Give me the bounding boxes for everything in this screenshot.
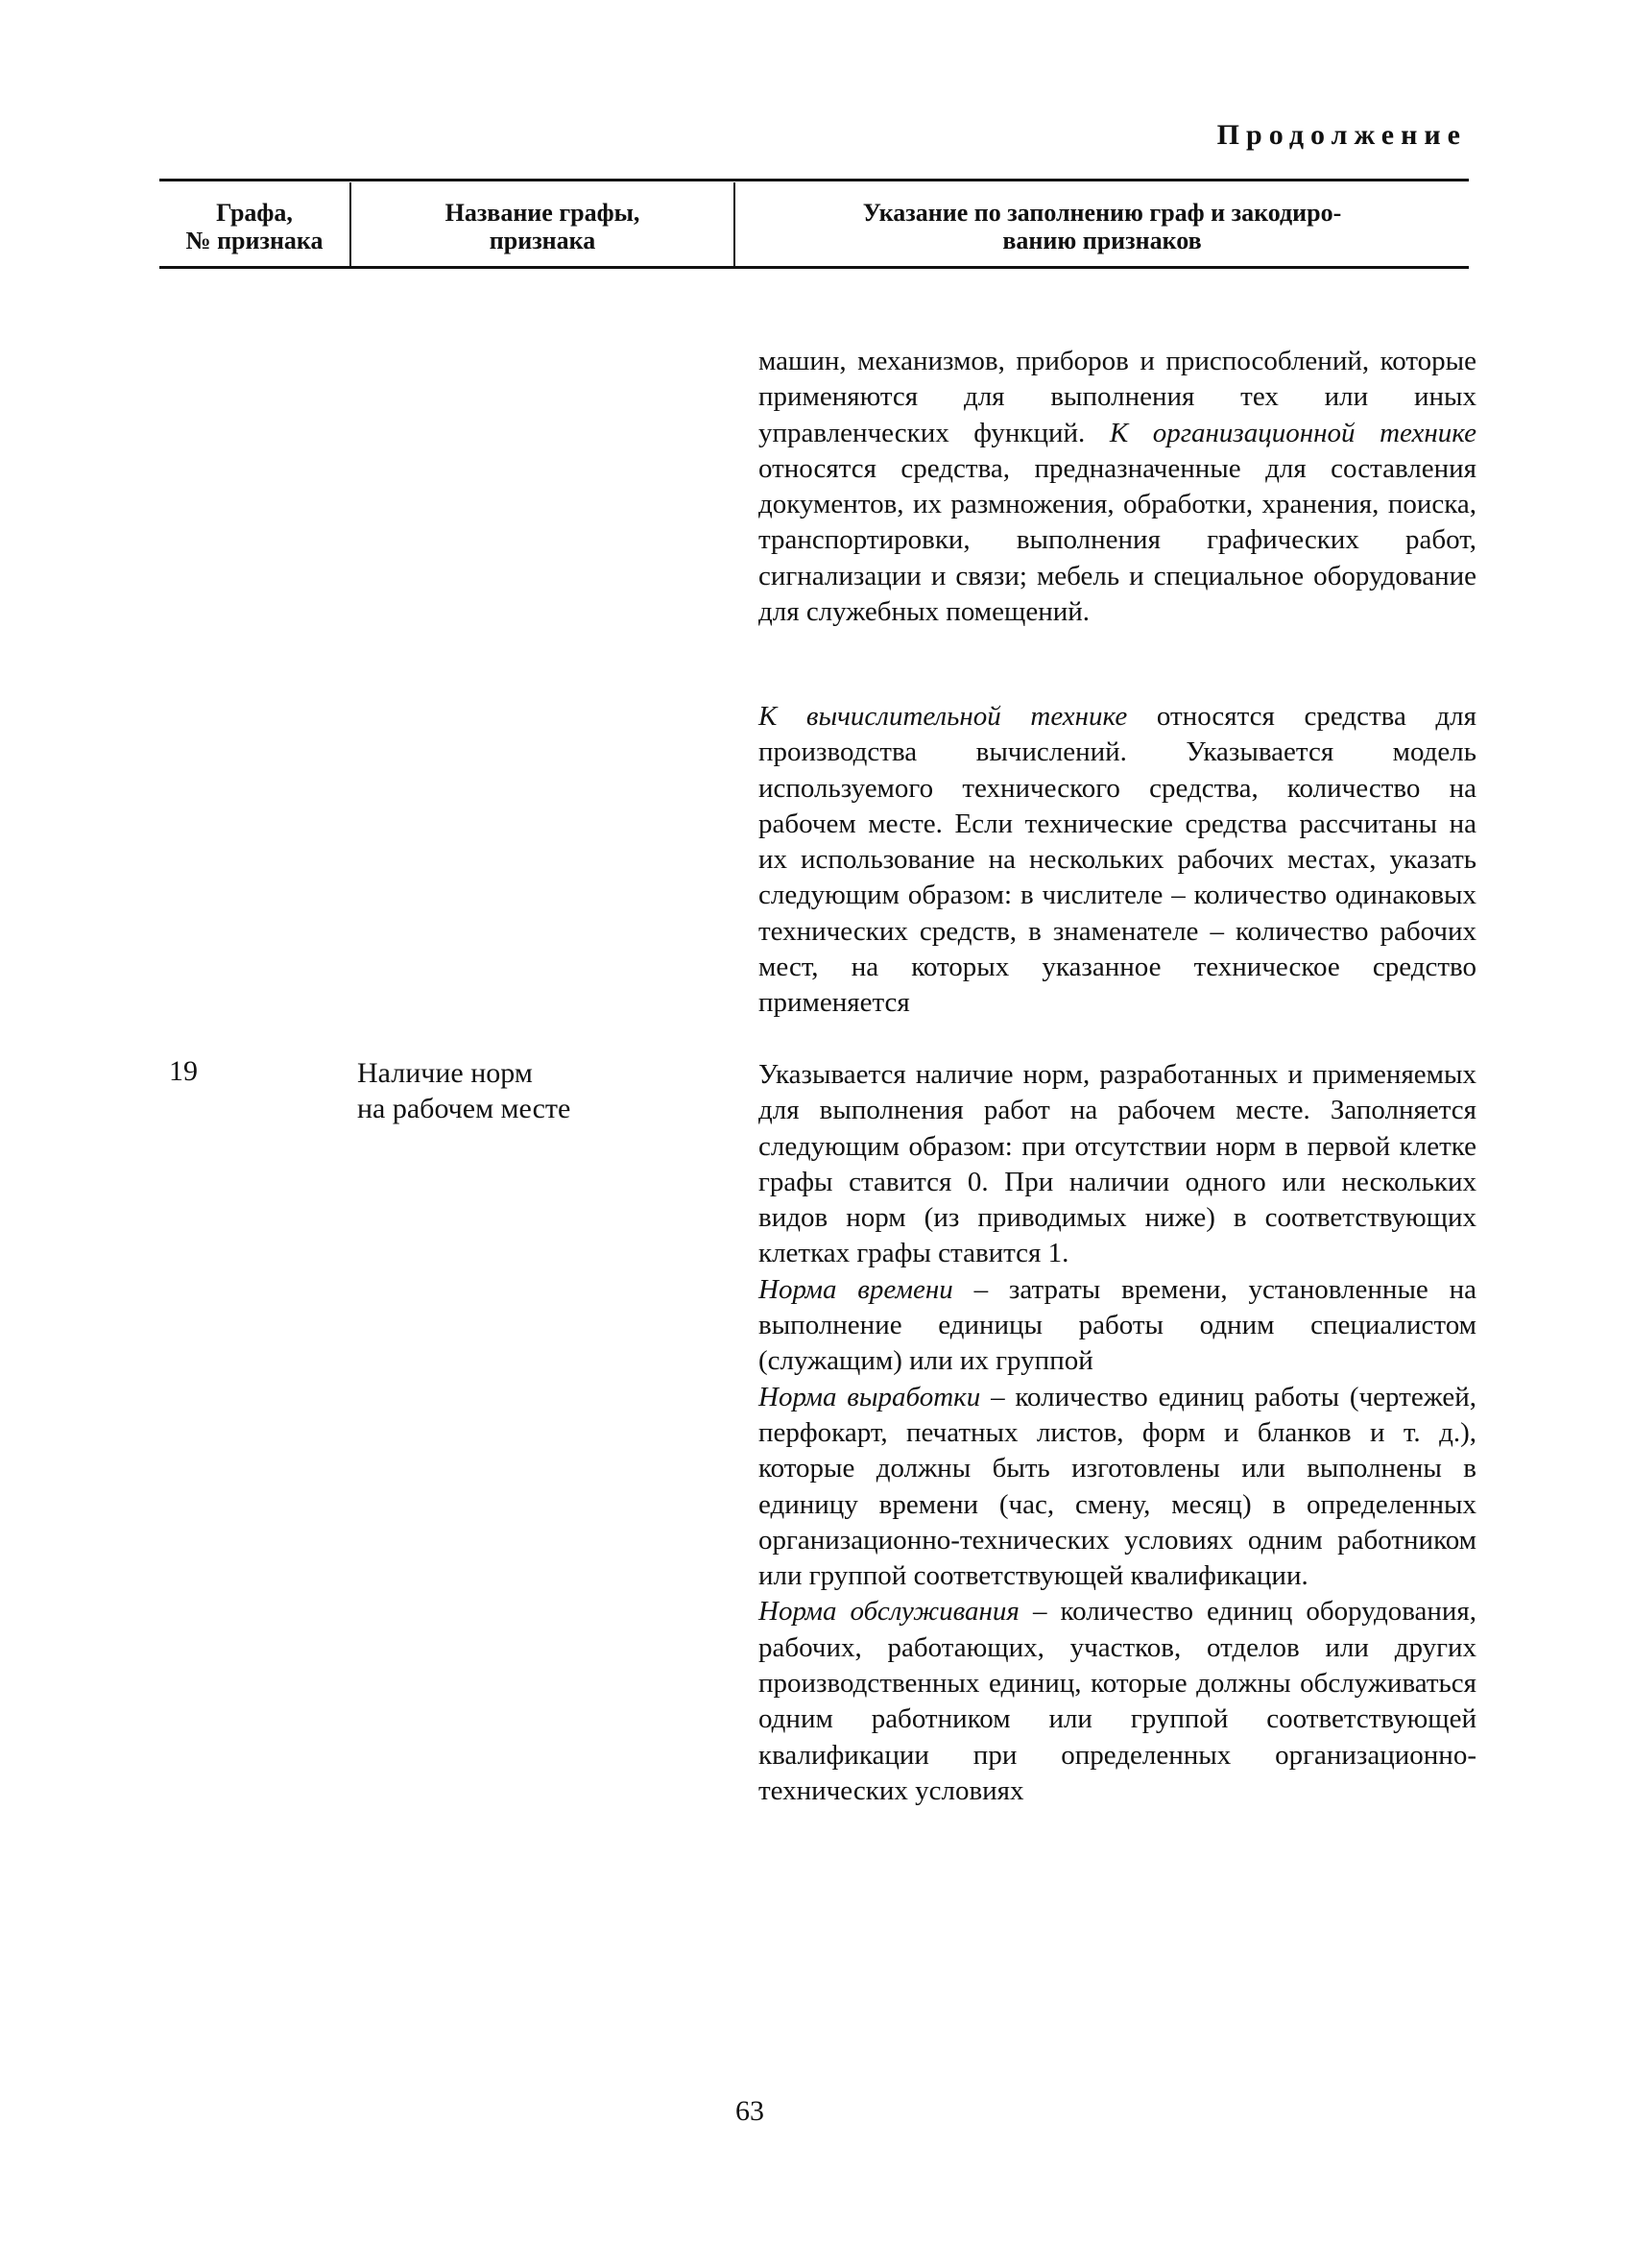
row-name-line1: Наличие норм [357, 1057, 533, 1089]
time-norm-definition: – затраты времени, установленные на выполнение единицы работы одним специалистом (служащим) или их группой [758, 1273, 1476, 1377]
header-col-instructions-line2: ванию признаков [1002, 227, 1202, 254]
comp-tech-term: К вычислительной технике [758, 701, 1128, 732]
header-col-name-line2: признака [489, 227, 596, 254]
output-norm-definition: – количество единиц работы (чертежей, перфокарт, печатных листов, форм и бланков и т. д.), которые должны быть изготовлены или выполнены в единицу времени (час, смену, месяц) в определенных организационно-технических условиях одним работником или группой соответствующей квалификации. [758, 1381, 1477, 1592]
header-col-name-line1: Название графы, [444, 199, 640, 227]
row-name-line2: на рабочем месте [357, 1093, 571, 1124]
header-col-number-line1: Графа, [216, 199, 293, 227]
continued-label: Продолжение [1216, 119, 1467, 151]
row19-instructions [758, 1057, 1476, 1809]
page-number: 63 [735, 2095, 764, 2127]
org-tech-term: К организационной технике [1109, 417, 1477, 448]
time-norm-term: Норма времени [758, 1273, 953, 1305]
header-col-number [159, 187, 349, 266]
header-col-number-line2: № признака [185, 227, 324, 254]
service-norm-term: Норма обслуживания [758, 1596, 1020, 1628]
comp-tech-rest: относятся средства для производства вычислений. Указывается модель используемого технического средства, количество на рабочем месте. Если технические средства рассчитаны на их использование на нескольких рабочих местах, указать следующим образом: в числителе – количество одинаковых технических средств, в знаменателе – количество рабочих мест, на которых указанное техническое средство применяется [758, 701, 1476, 1019]
row-number: 19 [169, 1055, 198, 1087]
row19-intro: Указывается наличие норм, разработанных и применяемых для выполнения работ на рабочем месте. Заполняется следующим образом: при отсутствии норм в первой клетке графы ставится 0. При наличии одного или нескольких видов норм (из приводимых ниже) в соответствующих клетках графы ставится 1. [758, 1059, 1476, 1269]
row-name [357, 1055, 570, 1126]
org-tech-rest: относятся средства, предназначенные для составления документов, их размножения, обработки, хранения, поиска, транспортировки, выполнения графических работ, сигнализации и связи; мебель и специальное оборудование для служебных помещений. [758, 452, 1476, 628]
comp-tech-paragraph [758, 699, 1476, 1022]
output-norm-term: Норма выработки [758, 1381, 981, 1412]
header-col-instructions [735, 187, 1469, 266]
table-header-rule [159, 266, 1469, 269]
header-col-instructions-line1: Указание по заполнению граф и закодиро- [862, 199, 1342, 227]
org-tech-intro: машин, механизмов, приборов и приспособлений, которые применяются для выполнения тех или иных управленческих функций. [758, 346, 1476, 448]
org-tech-paragraph [758, 344, 1476, 630]
service-norm-definition: – количество единиц оборудования, рабочих, работающих, участков, отделов или других производственных единиц, которые должны обслуживаться одним работником или группой соответствующей квалификации при определенных организационно-технических условиях [758, 1596, 1477, 1806]
header-col-name [351, 187, 733, 266]
table-top-rule [159, 179, 1469, 181]
